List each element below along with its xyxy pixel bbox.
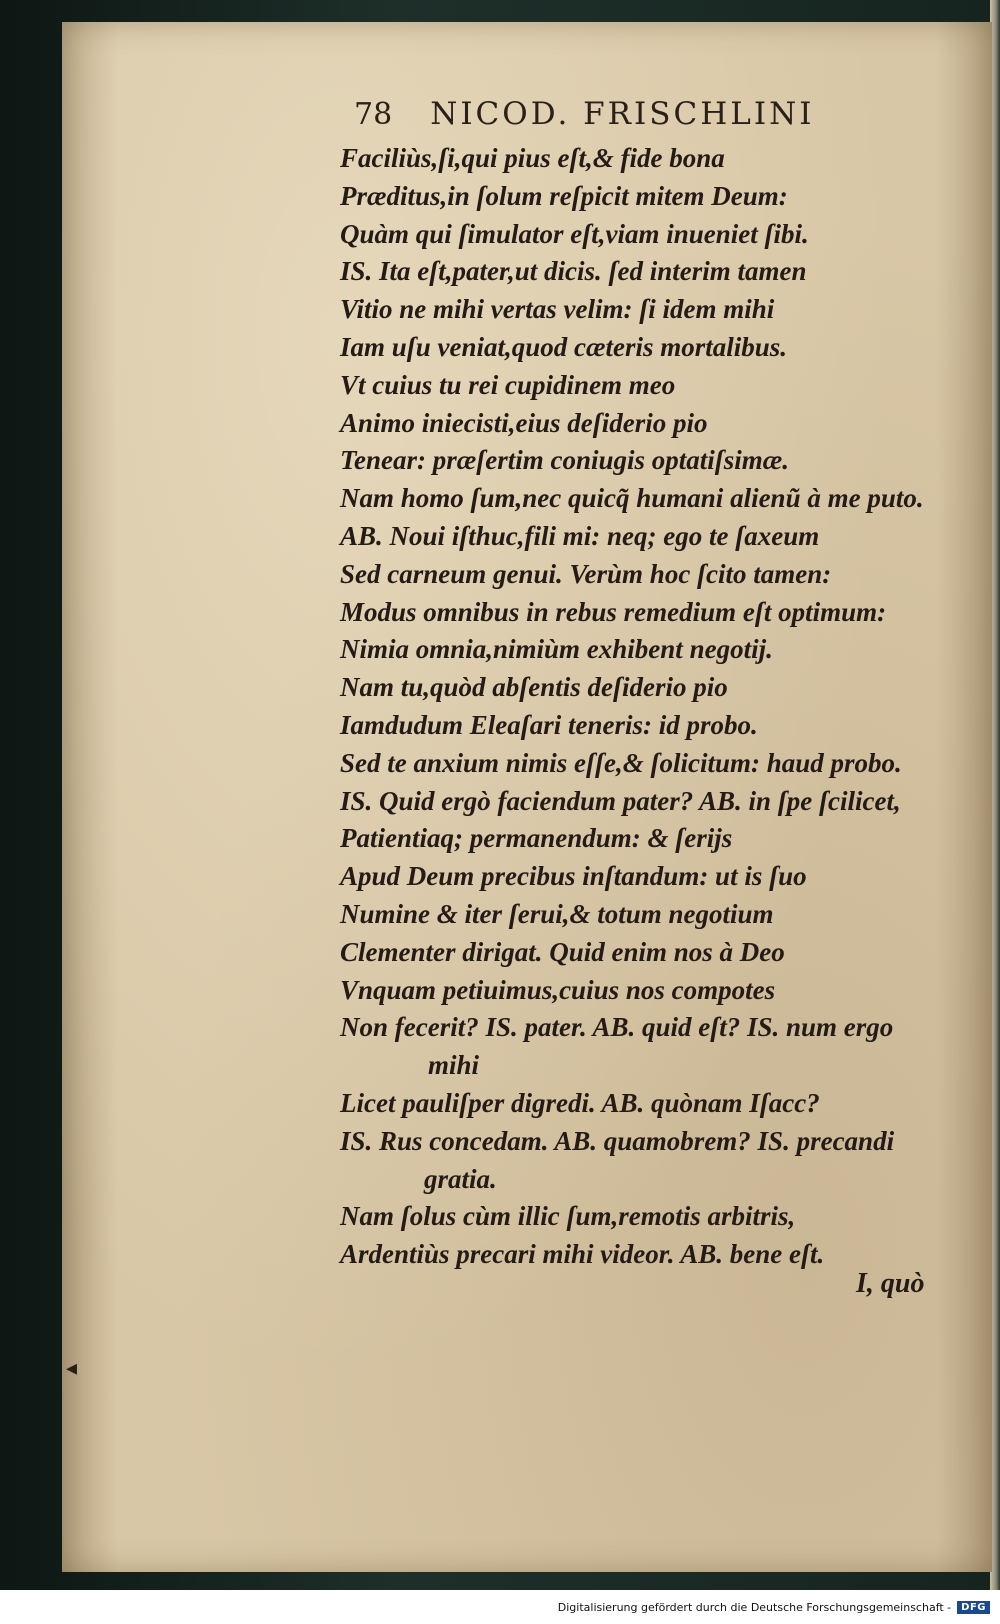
footer-credit: Digitalisierung gefördert durch die Deutsche Forschungsgemeinschaft - bbox=[557, 1600, 952, 1614]
text-line: Patientiaq; permanendum: & ſerijs bbox=[340, 823, 733, 854]
text-line: Sed carneum genui. Verùm hoc ſcito tamen: bbox=[340, 558, 832, 589]
running-head bbox=[354, 96, 824, 132]
text-line: Nam homo ſum,nec quicq̃ humani alienũ à me puto. bbox=[340, 483, 924, 514]
text-line: Iam uſu veniat,quod cæteris mortalibus. bbox=[340, 331, 788, 362]
text-line: Vitio ne mihi vertas velim: ſi idem mihi bbox=[340, 294, 775, 325]
text-line: Iamdudum Eleaſari teneris: id probo. bbox=[340, 709, 758, 740]
text-line: Nam ſolus cùm illic ſum,remotis arbitris, bbox=[340, 1201, 796, 1232]
text-line: Præditus,in ſolum reſpicit mitem Deum: bbox=[340, 180, 788, 211]
text-line: Quàm qui ſimulator eſt,viam inueniet ſibi. bbox=[340, 218, 809, 249]
text-line: Tenear: præſertim coniugis optatiſsimæ. bbox=[340, 445, 790, 476]
text-line: mihi bbox=[428, 1050, 480, 1081]
text-line: Ardentiùs precari mihi videor. AB. bene eſt. bbox=[340, 1239, 825, 1270]
text-line: Vnquam petiuimus,cuius nos compotes bbox=[340, 974, 776, 1005]
text-line: gratia. bbox=[424, 1163, 497, 1194]
text-line: Clementer dirigat. Quid enim nos à Deo bbox=[340, 936, 785, 967]
dfg-logo-icon: DFG bbox=[957, 1601, 990, 1614]
text-line: Numine & iter ſerui,& totum negotium bbox=[340, 898, 774, 929]
text-line: Non fecerit? IS. pater. AB. quid eſt? IS. num ergo bbox=[340, 1012, 894, 1043]
text-line: Faciliùs,ſi,qui pius eſt,& fide bona bbox=[340, 143, 725, 173]
text-line: Nam tu,quòd abſentis deſiderio pio bbox=[340, 672, 728, 703]
text-line: Animo iniecisti,eius deſiderio pio bbox=[340, 407, 708, 438]
catchword: I, quò bbox=[856, 1268, 925, 1299]
running-title: NICOD. FRISCHLINI bbox=[430, 96, 815, 132]
text-line: IS. Ita eſt,pater,ut dicis. ſed interim tamen bbox=[340, 256, 807, 287]
text-line: IS. Rus concedam. AB. quamobrem? IS. precandi bbox=[340, 1125, 895, 1156]
text-line: Modus omnibus in rebus remedium eſt optimum: bbox=[340, 596, 887, 627]
text-line: AB. Noui iſthuc,fili mi: neq; ego te ſaxeum bbox=[340, 520, 820, 551]
digitization-footer bbox=[0, 1590, 1000, 1624]
text-line: Nimia omnia,nimiùm exhibent negotij. bbox=[340, 634, 773, 665]
text-line: Apud Deum precibus inſtandum: ut is ſuo bbox=[340, 861, 807, 892]
text-line: Vt cuius tu rei cupidinem meo bbox=[340, 369, 676, 400]
text-line: IS. Quid ergò faciendum pater? AB. in ſpe ſcilicet, bbox=[340, 785, 901, 816]
verse-text bbox=[340, 140, 950, 1274]
margin-mark-icon: ◂ bbox=[66, 1356, 78, 1381]
page-number: 78 bbox=[354, 97, 393, 132]
text-line: Licet pauliſper digredi. AB. quònam Iſacc? bbox=[340, 1087, 820, 1118]
text-line: Sed te anxium nimis eſſe,& ſolicitum: haud probo. bbox=[340, 747, 902, 778]
